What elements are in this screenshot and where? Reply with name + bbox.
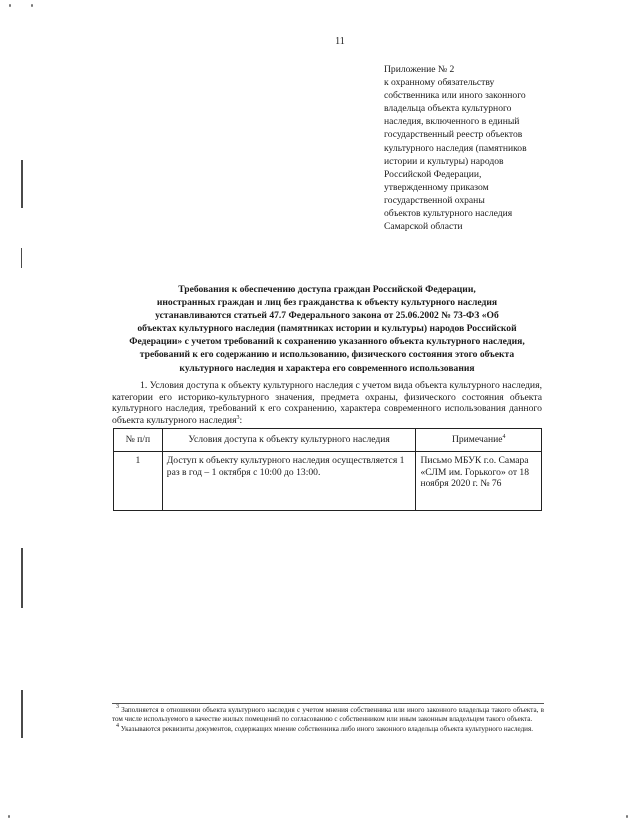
scan-speck [31, 4, 33, 7]
footnote-mark-3: 3 [116, 704, 119, 710]
header-num: № п/п [114, 429, 163, 452]
appendix-line: истории и культуры) народов [384, 155, 504, 167]
table-row [114, 452, 542, 511]
title-line: иностранных граждан и лиц без гражданства к объекту культурного наследия [156, 297, 498, 309]
cell-conditions: Доступ к объекту культурного наследия осуществляется 1 раз в год – 1 октября с 10:00 до 13:00. [162, 452, 416, 511]
title-line: требований к его содержанию и использованию, физического состояния этого объекта [139, 349, 515, 361]
footnote-divider [112, 703, 544, 704]
footnote-3-text: Заполняется в отношении объекта культурного наследия с учетом мнения собственника или иного законного владельца такого объекта, в том числе используемого в качестве жилых помещений по согласованию с собственником или иным законным владельцем такого объекта. [112, 706, 544, 724]
appendix-line: культурного наследия (памятников [384, 142, 527, 154]
page-number: 11 [335, 36, 345, 47]
appendix-line: утвержденному приказом [384, 181, 489, 193]
appendix-line: государственный реестр объектов [384, 129, 523, 141]
document-title [112, 283, 542, 375]
footnote-ref-3: 3 [236, 414, 240, 421]
footnote-4 [112, 722, 544, 734]
title-line: устанавливаются статьей 47.7 Федерального закона от 25.06.2002 № 73-ФЗ «Об [155, 310, 499, 322]
binding-mark [21, 690, 23, 738]
title-line: Требования к обеспечению доступа граждан Российской Федерации, [178, 284, 476, 295]
title-line: объектах культурного наследия (памятниках истории и культуры) народов Российской [137, 323, 517, 335]
scan-speck [626, 815, 628, 818]
appendix-header [384, 63, 594, 233]
intro-paragraph [112, 380, 542, 426]
appendix-line: владельца объекта культурного [384, 103, 512, 115]
footnote-3 [112, 706, 544, 725]
appendix-line: к охранному обязательству [384, 77, 495, 89]
appendix-line: Приложение № 2 [384, 64, 455, 75]
binding-mark [21, 160, 23, 208]
appendix-line: Самарской области [384, 221, 463, 233]
appendix-line: наследия, включенного в единый [384, 116, 520, 128]
cell-num: 1 [114, 452, 163, 511]
binding-mark [21, 248, 22, 268]
appendix-line: собственника или иного законного [384, 90, 526, 102]
paragraph-text: 1. Условия доступа к объекту культурного наследия с учетом вида объекта культурного наследия, категории его историко-культурного значения, предмета охраны, физического состояния объекта культурного наследия, требований к его сохранению, характера современного использования данного объекта культурного наследия [112, 380, 542, 426]
access-conditions-table [113, 428, 542, 511]
binding-mark [21, 548, 23, 608]
footnotes [112, 706, 544, 734]
header-note [416, 429, 542, 452]
scan-speck [9, 4, 11, 7]
appendix-line: объектов культурного наследия [384, 208, 513, 220]
footnote-ref-4: 4 [502, 434, 506, 440]
header-note-label: Примечание [451, 434, 503, 445]
cell-note: Письмо МБУК г.о. Самара «СЛМ им. Горького» от 18 ноября 2020 г. № 76 [416, 452, 542, 511]
table-header-row [114, 429, 542, 452]
header-conditions: Условия доступа к объекту культурного наследия [162, 429, 416, 452]
scan-speck [8, 815, 10, 818]
title-line: Федерации» с учетом требований к сохранению указанного объекта культурного наследия, [129, 336, 525, 348]
footnote-mark-4: 4 [116, 722, 119, 729]
paragraph-colon: : [239, 414, 243, 426]
title-line: культурного наследия и характера его современного использования [179, 362, 475, 374]
appendix-line: государственной охраны [384, 194, 485, 206]
footnote-4-text: Указываются реквизиты документов, содержащих мнение собственника либо иного законного владельца объекта культурного наследия. [120, 724, 534, 733]
appendix-line: Российской Федерации, [384, 168, 482, 180]
